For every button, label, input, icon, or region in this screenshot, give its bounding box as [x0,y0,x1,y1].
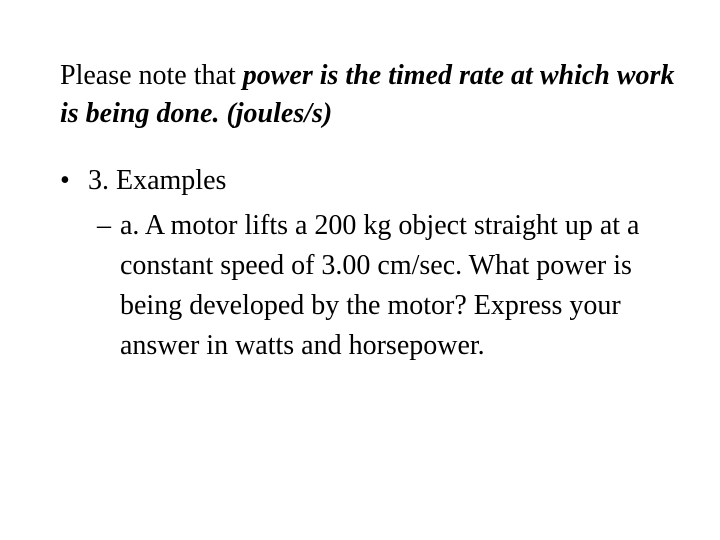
power-note-lead: Please note that [60,60,243,91]
sub-item-a [97,206,677,366]
power-note-emphasis: power is the timed rate at which work is being done. (joules/s) [60,60,675,129]
bullet-marker: • [60,165,70,196]
power-note [60,57,680,133]
sub-item-marker: – [97,210,111,241]
bullet-examples [60,161,680,201]
bullet-text: 3. Examples [88,165,227,196]
sub-item-text: a. A motor lifts a 200 kg object straight up at a constant speed of 3.00 cm/sec. What power is being developed by the motor? Express your answer in watts and horsepower. [120,210,640,361]
